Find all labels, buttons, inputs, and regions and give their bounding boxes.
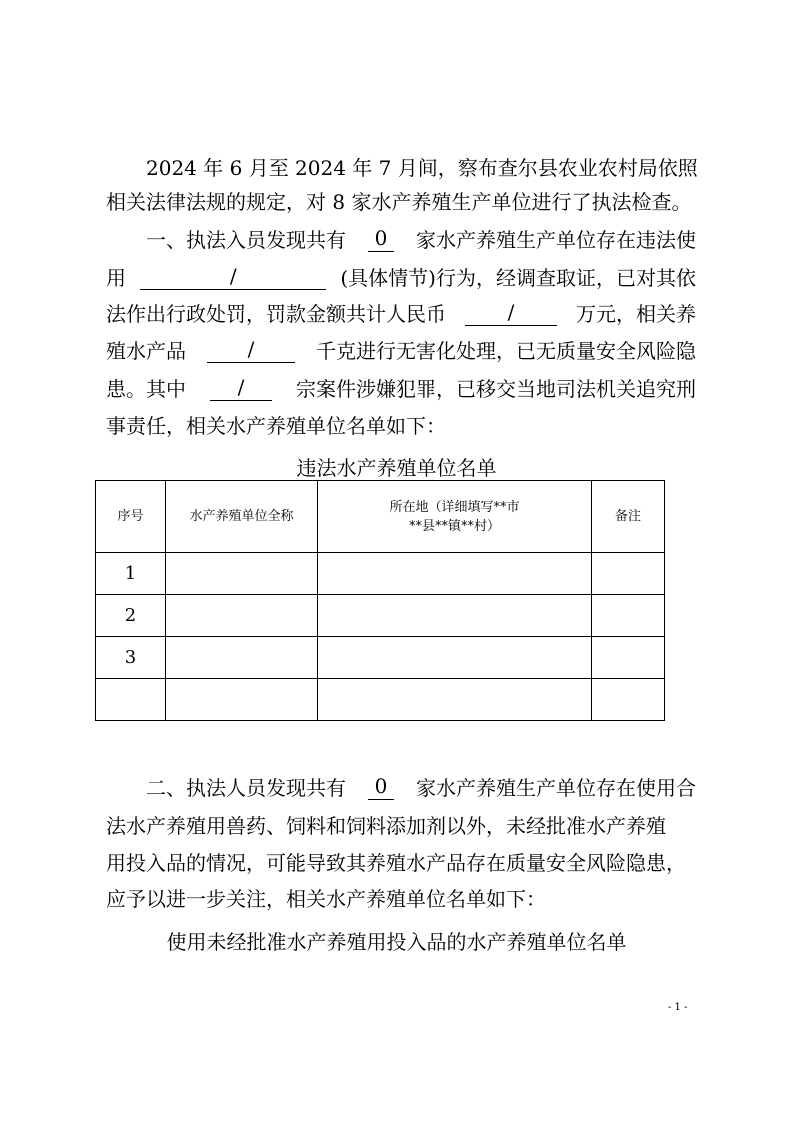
violation-units-table [95, 480, 665, 721]
violation-count-blank: 0 [368, 228, 394, 252]
text-segment: 一、执法入员发现共有 [146, 228, 346, 252]
paragraph-violation-line [106, 266, 696, 290]
cell-serial: 1 [96, 553, 166, 595]
cell-remarks [592, 595, 665, 637]
page-number: - 1 - [668, 1002, 688, 1013]
paragraph-unapproved-line [146, 776, 696, 800]
paragraph-unapproved-line [106, 851, 696, 875]
text-segment: 家水产养殖生产单位存在使用合 [416, 776, 696, 800]
cell-remarks [592, 637, 665, 679]
table-header-row [96, 481, 665, 553]
table-row [96, 595, 665, 637]
text-segment: 千克进行无害化处理，已无质量安全风险隐 [316, 339, 696, 363]
cell-serial: 3 [96, 637, 166, 679]
cell-location [318, 637, 592, 679]
second-table-title: 使用未经批准水产养殖用投入品的水产养殖单位名单 [166, 930, 627, 954]
paragraph-violation-line [146, 228, 696, 252]
cell-unit-name [166, 595, 318, 637]
paragraph-violation-line [106, 339, 696, 363]
cases-blank: / [210, 377, 272, 401]
table-row [96, 679, 665, 721]
cell-location [318, 595, 592, 637]
paragraph-unapproved-line [106, 814, 696, 838]
cell-unit-name [166, 553, 318, 595]
paragraph-violation-line [106, 302, 696, 326]
fine-amount-blank: / [465, 302, 557, 326]
text-segment: 万元，相关养 [576, 302, 696, 326]
table-row [96, 553, 665, 595]
table-row [96, 637, 665, 679]
unapproved-count-blank: 0 [368, 776, 394, 800]
header-location-line1: 所在地（详细填写**市 [389, 499, 520, 515]
cell-unit-name [166, 679, 318, 721]
text-segment: (具体情节)行为，经调查取证，已对其依 [340, 266, 696, 290]
paragraph-unapproved-line [106, 887, 696, 911]
cell-remarks [592, 553, 665, 595]
header-unit-name: 水产养殖单位全称 [166, 481, 318, 553]
paragraph-intro-line [146, 156, 696, 180]
header-location-line2: **县**镇**村） [408, 518, 500, 534]
cell-location [318, 553, 592, 595]
cell-remarks [592, 679, 665, 721]
cell-location [318, 679, 592, 721]
cell-serial [96, 679, 166, 721]
text-line: 用投入品的情况，可能导致其养殖水产品存在质量安全风险隐患， [106, 851, 686, 875]
text-segment: 患。其中 [106, 377, 186, 401]
text-segment: 二、执法人员发现共有 [146, 776, 346, 800]
kilogram-blank: / [207, 339, 295, 363]
cell-serial: 2 [96, 595, 166, 637]
text-line: 法水产养殖用兽药、饲料和饲料添加剂以外，未经批准水产养殖 [106, 814, 666, 838]
text-segment: 家水产养殖生产单位存在违法使 [416, 228, 696, 252]
header-serial-number: 序号 [96, 481, 166, 553]
text-line: 相关法律法规的规定，对 8 家水产养殖生产单位进行了执法检查。 [106, 190, 692, 214]
header-location [318, 481, 592, 553]
text-segment: 宗案件涉嫌犯罪，已移交当地司法机关追究刑 [296, 377, 696, 401]
paragraph-violation-line [106, 377, 696, 401]
detail-blank: / [140, 266, 326, 290]
text-line: 2024 年 6 月至 2024 年 7 月间，察布查尔县农业农村局依照 [146, 156, 698, 180]
paragraph-intro-line [106, 190, 696, 214]
text-segment: 法作出行政处罚，罚款金额共计人民币 [106, 302, 446, 326]
text-segment: 事责任，相关水产养殖单位名单如下： [106, 414, 446, 438]
cell-unit-name [166, 637, 318, 679]
text-segment: 用 [106, 266, 126, 290]
paragraph-violation-line [106, 414, 696, 438]
text-line: 应予以进一步关注，相关水产养殖单位名单如下： [106, 887, 546, 911]
text-segment: 殖水产品 [106, 339, 186, 363]
table-title: 违法水产养殖单位名单 [296, 456, 497, 480]
header-remarks: 备注 [592, 481, 665, 553]
